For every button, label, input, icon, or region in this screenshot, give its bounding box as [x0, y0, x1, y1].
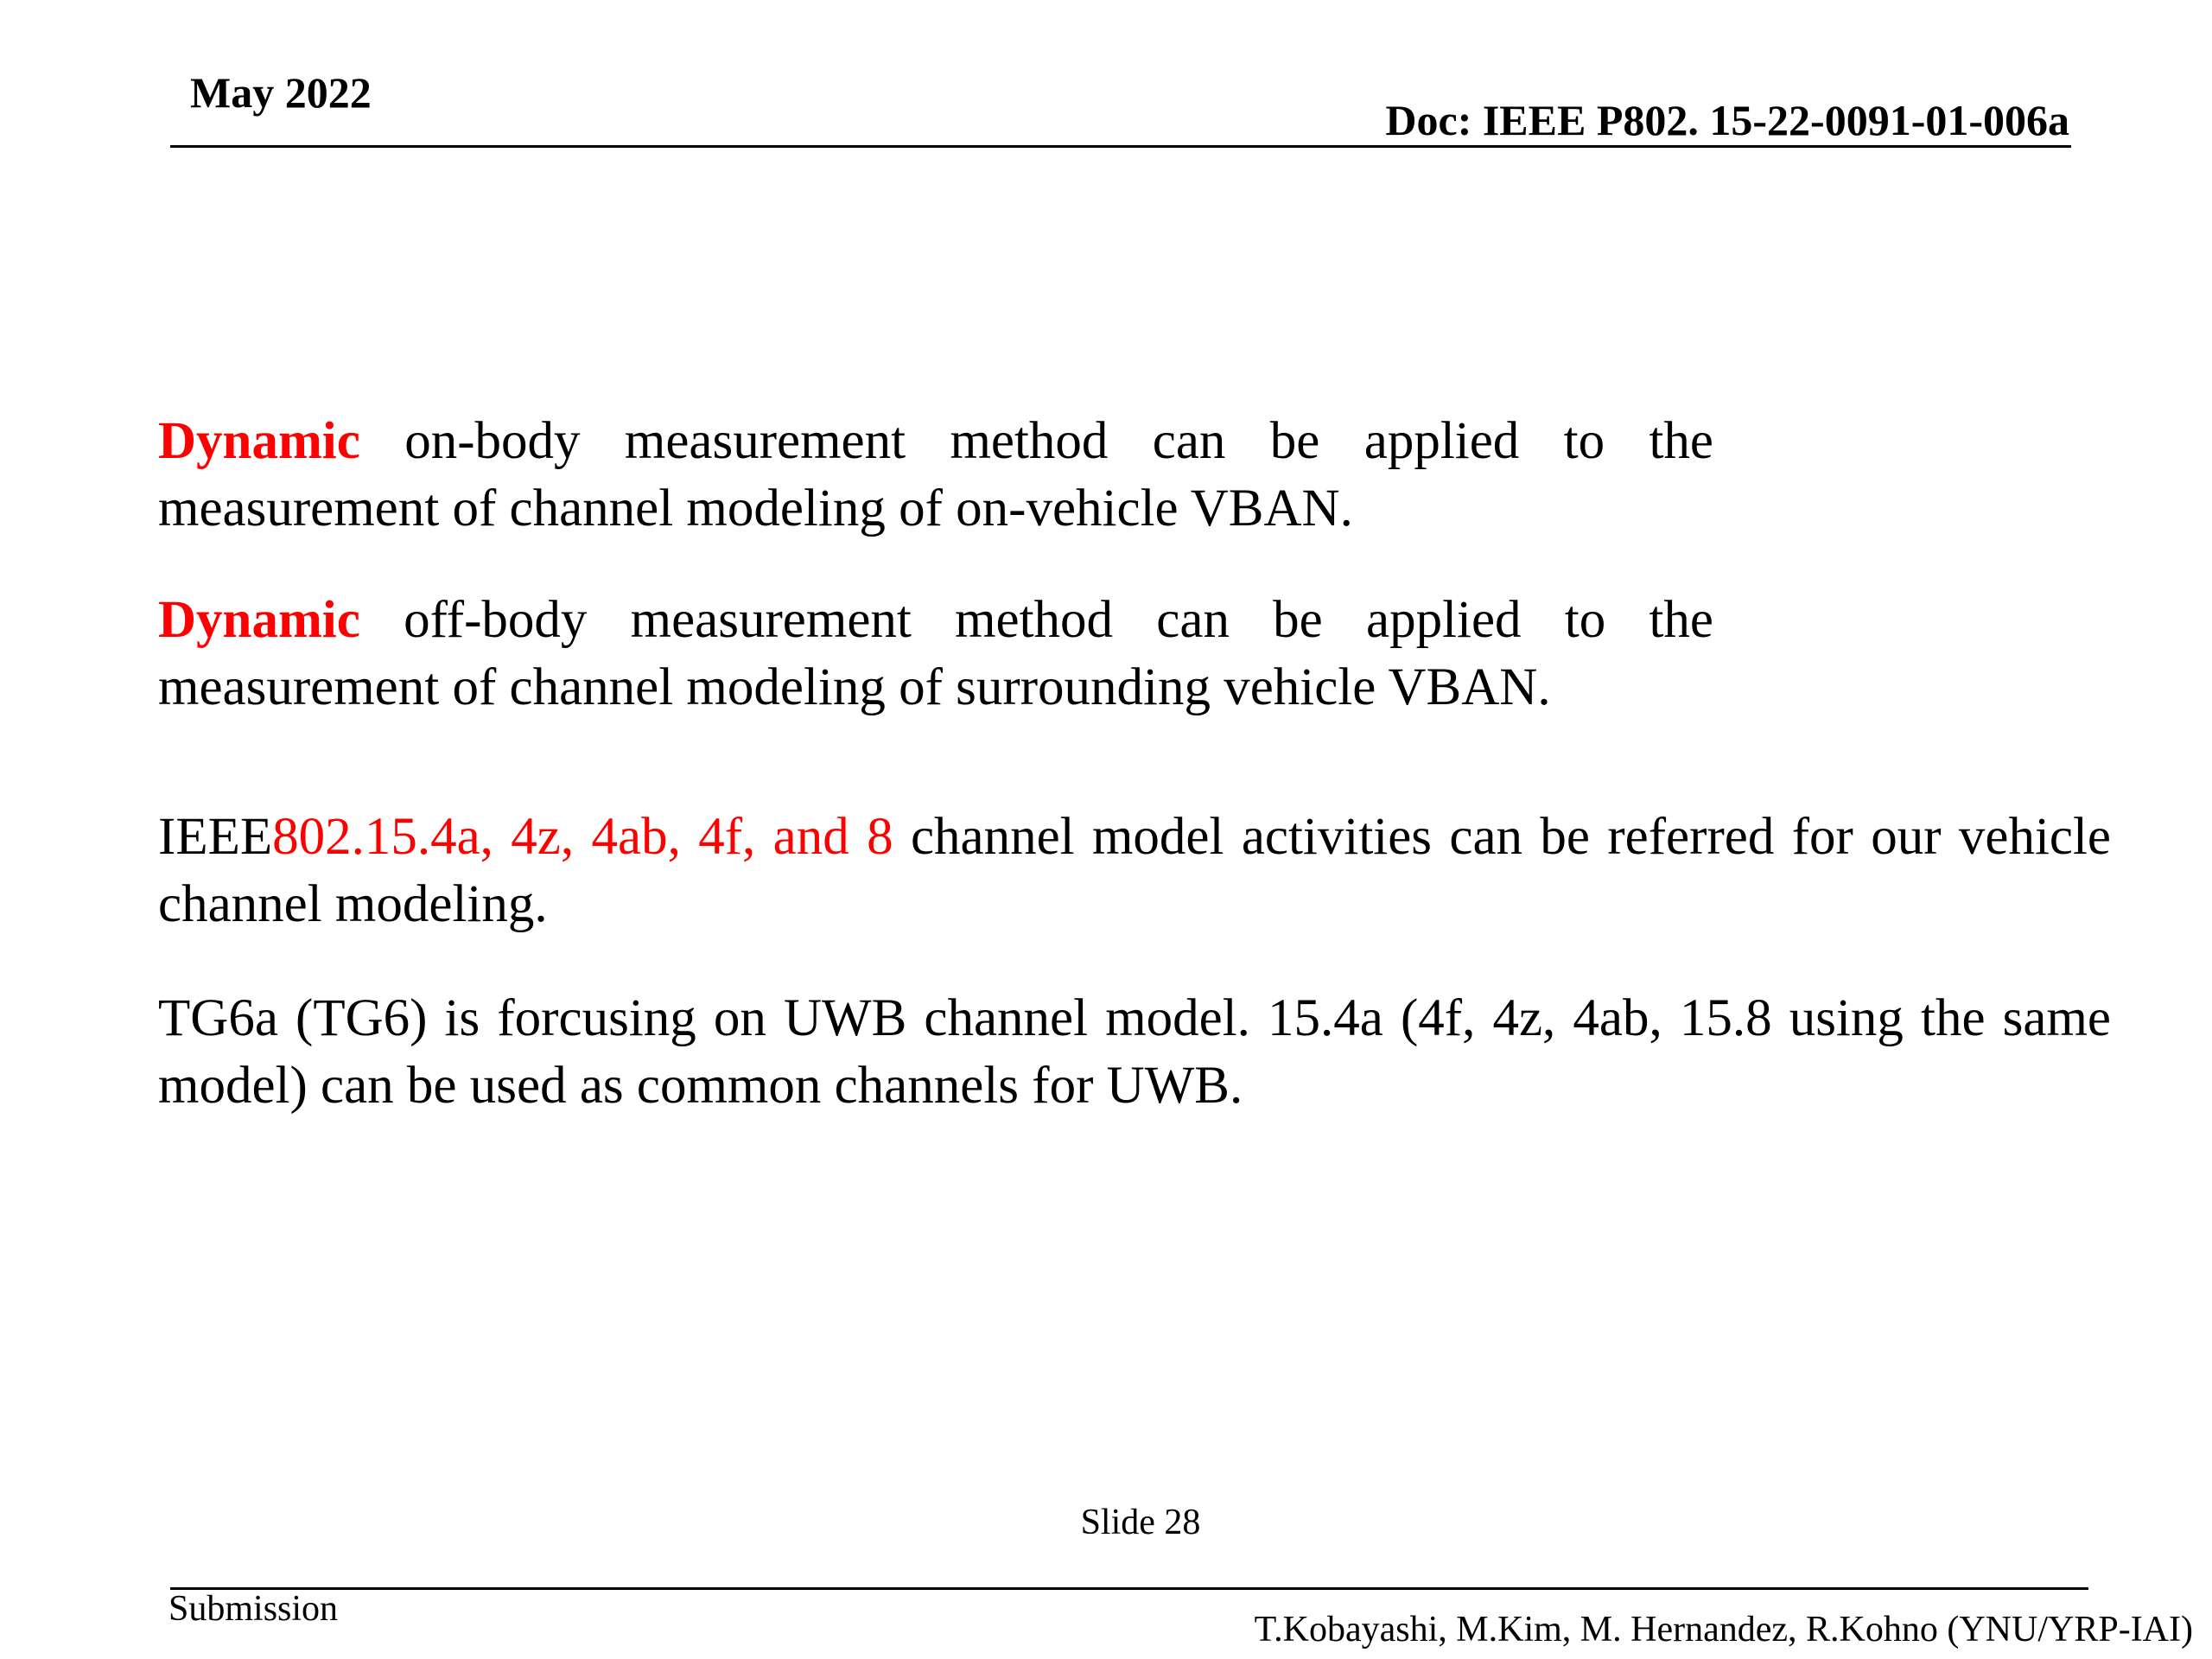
header-doc-id: Doc: IEEE P802. 15-22-0091-01-006a — [1385, 96, 2069, 144]
footer-divider — [170, 1587, 2088, 1590]
ieee-prefix: IEEE — [158, 808, 273, 866]
footer-submission: Submission — [168, 1589, 339, 1629]
header-divider — [170, 145, 2071, 148]
standards-highlight: 802.15.4a, 4z, 4ab, 4f, and 8 — [272, 808, 893, 866]
paragraph-text: channel model activities can be referred for our vehicle channel modeling. — [158, 808, 2111, 933]
paragraph-text: off-body measurement method can be applied to the measurement of channel modeling of surrounding vehicle VBAN. — [158, 591, 1713, 716]
keyword-dynamic: Dynamic — [158, 412, 360, 470]
paragraph-text: on-body measurement method can be applied to the measurement of channel modeling of on-vehicle VBAN. — [158, 412, 1713, 537]
paragraph-off-body — [158, 587, 1713, 721]
header-date: May 2022 — [190, 68, 372, 117]
slide-number: Slide 28 — [1080, 1503, 1201, 1542]
paragraph-on-body — [158, 408, 1713, 543]
paragraph-tg6a: TG6a (TG6) is forcusing on UWB channel model. 15.4a (4f, 4z, 4ab, 15.8 using the same model) can be used as common channels for UWB. — [158, 989, 2111, 1115]
keyword-dynamic: Dynamic — [158, 591, 360, 649]
footer-authors: T.Kobayashi, M.Kim, M. Hernandez, R.Kohno (YNU/YRP-IAI) — [1254, 1610, 2193, 1649]
paragraph-ieee-models — [158, 804, 2111, 938]
